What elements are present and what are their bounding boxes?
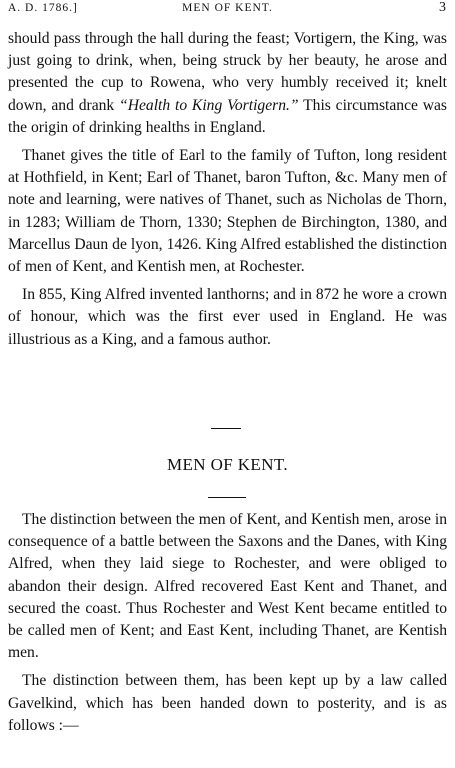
paragraph-distinction: The distinction between the men of Kent, and Kentish men, arose in consequence of a battle between the Saxons and the Danes, with King Alfred, when they laid siege to Rochester, and were obliged to abandon their design. Alfred recovered East Kent and Thanet, and secured the coast. Thus Rochester and West Kent became entitled to be called men of Kent; and East Kent, including Thanet, are Kentish men.: [8, 511, 447, 662]
section-divider-top: [211, 428, 241, 429]
section-heading: MEN OF KENT.: [166, 455, 289, 474]
toast-quote: “Health to King Vortigern.”: [119, 96, 299, 114]
paragraph-rowena-text: should pass through the hall during the feast; Vortigern, the King, was just going to drink, when, being struck by her beauty, he arose and presented the cup to Rowena, who very humbly received it; knelt down, and drank: [8, 30, 447, 114]
paragraph-rowena-end: This circumstance was the origin of drinking healths in England.: [8, 96, 447, 136]
paragraph-lanthorns: In 855, King Alfred invented lanthorns; and in 872 he wore a crown of honour, which was the first ever used in England. He was illustrious as a King, and a famous author.: [8, 286, 447, 348]
paragraph-gavelkind: The distinction between them, has been kept up by a law called Gavelkind, which has been handed down to posterity, and is as follows :—: [8, 672, 447, 734]
page-number: 3: [439, 0, 447, 15]
section-divider-bottom: [208, 497, 246, 498]
body-text-lower: [8, 509, 447, 737]
paragraph-thanet: Thanet gives the title of Earl to the family of Tufton, long resident at Hothfield, in Kent; Earl of Thanet, baron Tufton, &c. Many men of note and learning, were natives of Thanet, such as Nicholas de Thorn, in 1283; William de Thorn, 1330; Stephen de Birchington, 1380, and Marcellus Daun de lyon, 1426. King Alfred established the distinction of men of Kent, and Kentish men, at Rochester.: [8, 147, 447, 276]
paragraph-rowena: [8, 28, 447, 139]
running-head: [8, 2, 447, 24]
body-text-upper: [8, 28, 447, 351]
running-head-title: MEN OF KENT.: [182, 2, 273, 14]
running-head-date: A. D. 1786.]: [8, 2, 78, 14]
